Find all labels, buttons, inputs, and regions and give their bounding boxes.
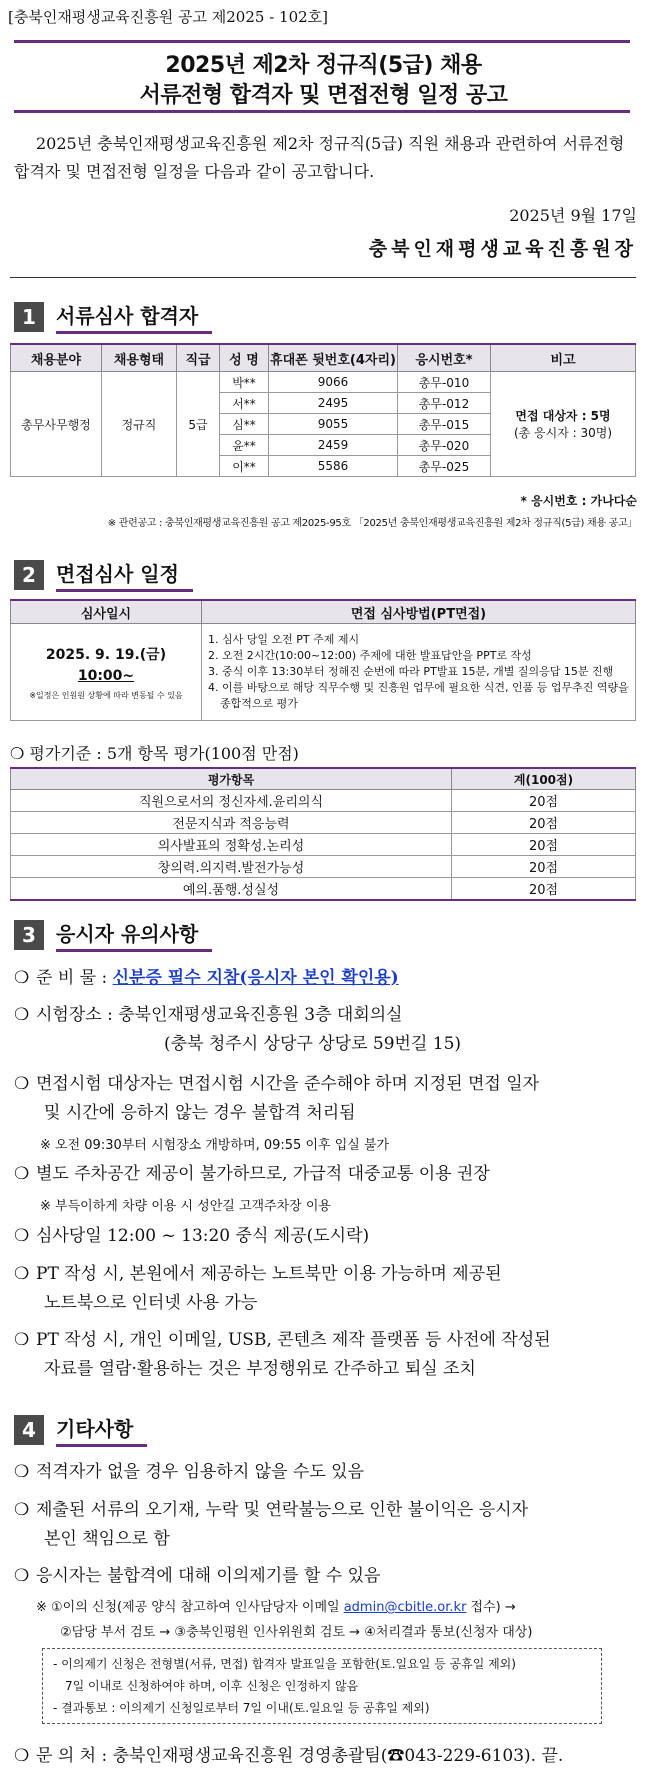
col-header: 평가항목 bbox=[11, 768, 452, 790]
interview-method-cell bbox=[202, 624, 636, 721]
field-cell: 총무사무행정 bbox=[11, 372, 102, 477]
col-header: 면접 심사방법(PT면접) bbox=[202, 600, 636, 624]
criteria-item: 의사발표의 정확성.논리성 bbox=[11, 834, 452, 856]
objection-process-line-1 bbox=[36, 1596, 516, 1615]
bullet-text: 적격자가 없을 경우 임용하지 않을 수도 있음 bbox=[36, 1462, 365, 1482]
intro-text: 2025년 충북인재평생교육진흥원 제2차 정규직(5급) 직원 채용과 관련하여 서류전형 합격자 및 면접전형 일정을 다음과 같이 공고합니다. bbox=[14, 134, 625, 181]
title-rule-top bbox=[14, 40, 630, 43]
bullet-text: 및 시간에 응하지 않는 경우 불합격 처리됨 bbox=[44, 1103, 356, 1123]
bullet-text: 응시자는 불합격에 대해 이의제기를 할 수 있음 bbox=[36, 1566, 381, 1586]
table-row bbox=[11, 812, 636, 834]
name-cell: 서** bbox=[220, 393, 269, 414]
section-number: 4 bbox=[14, 1415, 44, 1445]
name-cell: 심** bbox=[220, 414, 269, 435]
criteria-item: 창의력.의지력.발전가능성 bbox=[11, 856, 452, 878]
table-row bbox=[11, 790, 636, 812]
section-title: 서류심사 합격자 bbox=[56, 300, 212, 334]
bullet-text: PT 작성 시, 본원에서 제공하는 노트북만 이용 가능하며 제공된 bbox=[36, 1264, 502, 1284]
items-label: 준 비 물 : bbox=[36, 968, 108, 988]
exam-order-note: * 응시번호 : 가나다순 bbox=[520, 494, 637, 508]
name-cell: 이** bbox=[220, 456, 269, 477]
document-pass-table bbox=[10, 343, 636, 477]
objection-notice-box bbox=[42, 1648, 602, 1724]
box-line: 7일 이내로 신청하여야 하며, 이후 신청은 인정하지 않음 bbox=[65, 1679, 359, 1693]
method-step: 2. 오전 2시간(10:00~12:00) 주제에 대한 발표답안을 PPT로 작성 bbox=[208, 649, 532, 662]
table-row bbox=[11, 372, 636, 393]
table-row bbox=[11, 878, 636, 901]
section-number: 3 bbox=[14, 920, 44, 950]
title-rule-bottom bbox=[14, 110, 630, 113]
criteria-score: 20점 bbox=[452, 834, 636, 856]
criteria-score: 20점 bbox=[452, 790, 636, 812]
criteria-title: ❍ 평가기준 : 5개 항목 평가(100점 만점) bbox=[10, 744, 299, 763]
announcement-number: [충북인재평생교육진흥원 공고 제2025 - 102호] bbox=[8, 8, 329, 26]
process-text: ※ ①이의 신청(제공 양식 참고하여 인사담당자 이메일 bbox=[36, 1600, 344, 1615]
criteria-score: 20점 bbox=[452, 812, 636, 834]
bullet-responsibility bbox=[14, 1496, 634, 1554]
bullet-contact bbox=[14, 1742, 634, 1771]
col-header: 직급 bbox=[177, 344, 220, 372]
circle-bullet-icon: ❍ bbox=[14, 1164, 30, 1184]
circle-bullet-icon: ❍ bbox=[14, 1226, 30, 1246]
bullet-text: PT 작성 시, 개인 이메일, USB, 콘텐츠 제작 플랫폼 등 사전에 작성된 bbox=[36, 1330, 551, 1350]
box-line: - 결과통보 : 이의제기 신청일로부터 7일 이내(토.일요일 등 공휴일 제외) bbox=[53, 1701, 430, 1715]
venue-line-1: 시험장소 : 충북인재평생교육진흥원 3층 대회의실 bbox=[36, 1005, 403, 1025]
bullet-text: 본인 책임으로 함 bbox=[44, 1529, 170, 1549]
related-announcement-note: ※ 관련공고 : 충북인재평생교육진흥원 공고 제2025-95호 「2025년 충북인재평생교육진흥원 제2차 정규직(5급) 채용 공고」 bbox=[107, 518, 637, 529]
circle-bullet-icon: ❍ bbox=[14, 1462, 30, 1482]
venue-line-2: (충북 청주시 상당구 상당로 59번길 15) bbox=[164, 1034, 462, 1054]
section-title: 기타사항 bbox=[56, 1413, 147, 1447]
objection-process-line-2: ②담당 부서 검토 → ③충북인평원 인사위원회 검토 → ④처리결과 통보(신청자 대상) bbox=[60, 1625, 533, 1640]
circle-bullet-icon: ❍ bbox=[14, 1005, 30, 1025]
title-line-2: 서류전형 합격자 및 면접전형 일정 공고 bbox=[139, 83, 508, 108]
phone-cell: 2495 bbox=[269, 393, 398, 414]
col-header: 심사일시 bbox=[11, 600, 202, 624]
circle-bullet-icon: ❍ bbox=[14, 1566, 30, 1586]
section-title: 응시자 유의사항 bbox=[56, 918, 212, 952]
col-header: 채용분야 bbox=[11, 344, 102, 372]
announce-date: 2025년 9월 17일 bbox=[509, 206, 637, 225]
bullet-text: 심사당일 12:00 ~ 13:20 중식 제공(도시락) bbox=[36, 1226, 370, 1246]
col-header: 비고 bbox=[491, 344, 636, 372]
contact-text: 문 의 처 : 충북인재평생교육진흥원 경영총괄팀(☎043-229-6103). 끝. bbox=[36, 1746, 564, 1766]
method-step: 1. 심사 당일 오전 PT 주제 제시 bbox=[208, 633, 360, 646]
bullet-parking bbox=[14, 1160, 634, 1189]
name-cell: 윤** bbox=[220, 435, 269, 456]
bullet-text: 별도 주차공간 제공이 불가하므로, 가급적 대중교통 이용 권장 bbox=[36, 1164, 490, 1184]
criteria-item: 예의.품행.성실성 bbox=[11, 878, 452, 901]
header-divider bbox=[10, 277, 636, 278]
circle-bullet-icon: ❍ bbox=[14, 1264, 30, 1284]
remark-line-1: 면접 대상자 : 5명 bbox=[515, 409, 611, 423]
section-title: 면접심사 일정 bbox=[56, 558, 193, 592]
col-header: 휴대폰 뒷번호(4자리) bbox=[269, 344, 398, 372]
bullet-laptop bbox=[14, 1260, 634, 1318]
method-step: 3. 중식 이후 13:30부터 정해진 순번에 따라 PT발표 15분, 개별 질의응답 15분 진행 bbox=[208, 665, 614, 678]
schedule-note: ※일정은 인원원 상황에 따라 변동될 수 있음 bbox=[29, 690, 183, 700]
type-cell: 정규직 bbox=[102, 372, 177, 477]
bullet-text: 제출된 서류의 오기재, 누락 및 연락불능으로 인한 불이익은 응시자 bbox=[36, 1500, 529, 1520]
bullet-text: 노트북으로 인터넷 사용 가능 bbox=[44, 1293, 258, 1313]
bullet-misconduct bbox=[14, 1326, 634, 1384]
criteria-item: 전문지식과 적응능력 bbox=[11, 812, 452, 834]
remark-cell bbox=[491, 372, 636, 477]
schedule-date-cell bbox=[11, 624, 202, 721]
interview-time: 10:00~ bbox=[77, 667, 135, 684]
col-header: 응시번호* bbox=[398, 344, 491, 372]
phone-cell: 2459 bbox=[269, 435, 398, 456]
bullet-lunch bbox=[14, 1222, 634, 1251]
table-row bbox=[11, 624, 636, 721]
phone-cell: 5586 bbox=[269, 456, 398, 477]
exam-no-cell: 총무-010 bbox=[398, 372, 491, 393]
bullet-items bbox=[14, 964, 634, 993]
criteria-item: 직원으로서의 정신자세.윤리의식 bbox=[11, 790, 452, 812]
col-header: 채용형태 bbox=[102, 344, 177, 372]
col-header: 계(100점) bbox=[452, 768, 636, 790]
interview-schedule-table bbox=[10, 599, 636, 721]
bullet-text: 자료를 열람·활용하는 것은 부정행위로 간주하고 퇴실 조치 bbox=[44, 1359, 476, 1379]
remark-line-2: (총 응시자 : 30명) bbox=[513, 426, 613, 440]
section-4-heading bbox=[14, 1415, 147, 1445]
title-line-1: 2025년 제2차 정규직(5급) 채용 bbox=[165, 53, 482, 78]
exam-no-cell: 총무-025 bbox=[398, 456, 491, 477]
section-number: 2 bbox=[14, 560, 44, 590]
bullet-objection bbox=[14, 1562, 634, 1591]
interview-date: 2025. 9. 19.(금) bbox=[45, 646, 167, 663]
table-row bbox=[11, 856, 636, 878]
grade-cell: 5급 bbox=[177, 372, 220, 477]
circle-bullet-icon: ❍ bbox=[14, 1746, 30, 1766]
exam-no-cell: 총무-020 bbox=[398, 435, 491, 456]
exam-no-cell: 총무-012 bbox=[398, 393, 491, 414]
parking-note: ※ 부득이하게 차량 이용 시 성안길 고객주차장 이용 bbox=[40, 1199, 331, 1214]
circle-bullet-icon: ❍ bbox=[14, 1500, 30, 1520]
circle-bullet-icon: ❍ bbox=[14, 1074, 30, 1094]
bullet-text: 면접시험 대상자는 면접시험 시간을 준수해야 하며 지정된 면접 일자 bbox=[36, 1074, 540, 1094]
method-step: 4. 이를 바탕으로 해당 직무수행 및 진흥원 업무에 필요한 식견, 인품 등 업무추진 역량을 종합적으로 평가 bbox=[208, 681, 629, 710]
issuer: 충북인재평생교육진흥원장 bbox=[368, 238, 637, 260]
email-link[interactable]: admin@cbitle.or.kr bbox=[343, 1600, 467, 1615]
name-cell: 박** bbox=[220, 372, 269, 393]
table-row bbox=[11, 834, 636, 856]
criteria-table bbox=[10, 767, 636, 901]
section-3-heading bbox=[14, 920, 212, 950]
criteria-score: 20점 bbox=[452, 878, 636, 901]
circle-bullet-icon: ❍ bbox=[14, 1330, 30, 1350]
section-number: 1 bbox=[14, 302, 44, 332]
phone-cell: 9055 bbox=[269, 414, 398, 435]
criteria-score: 20점 bbox=[452, 856, 636, 878]
box-line: - 이의제기 신청은 전형별(서류, 면접) 합격자 발표일을 포함한(토.일요일 등 공휴일 제외) bbox=[53, 1657, 516, 1671]
items-value: 신분증 필수 지참(응시자 본인 확인용) bbox=[112, 968, 399, 988]
circle-bullet-icon: ❍ bbox=[14, 968, 30, 988]
bullet-no-hire bbox=[14, 1458, 634, 1487]
bullet-attendance bbox=[14, 1070, 634, 1128]
bullet-venue bbox=[14, 1001, 634, 1059]
section-2-heading bbox=[14, 560, 193, 590]
exam-no-cell: 총무-015 bbox=[398, 414, 491, 435]
col-header: 성 명 bbox=[220, 344, 269, 372]
process-text: 접수) → bbox=[466, 1600, 516, 1615]
open-time-note: ※ 오전 09:30부터 시험장소 개방하며, 09:55 이후 입실 불가 bbox=[40, 1138, 390, 1153]
phone-cell: 9066 bbox=[269, 372, 398, 393]
section-1-heading bbox=[14, 302, 212, 332]
